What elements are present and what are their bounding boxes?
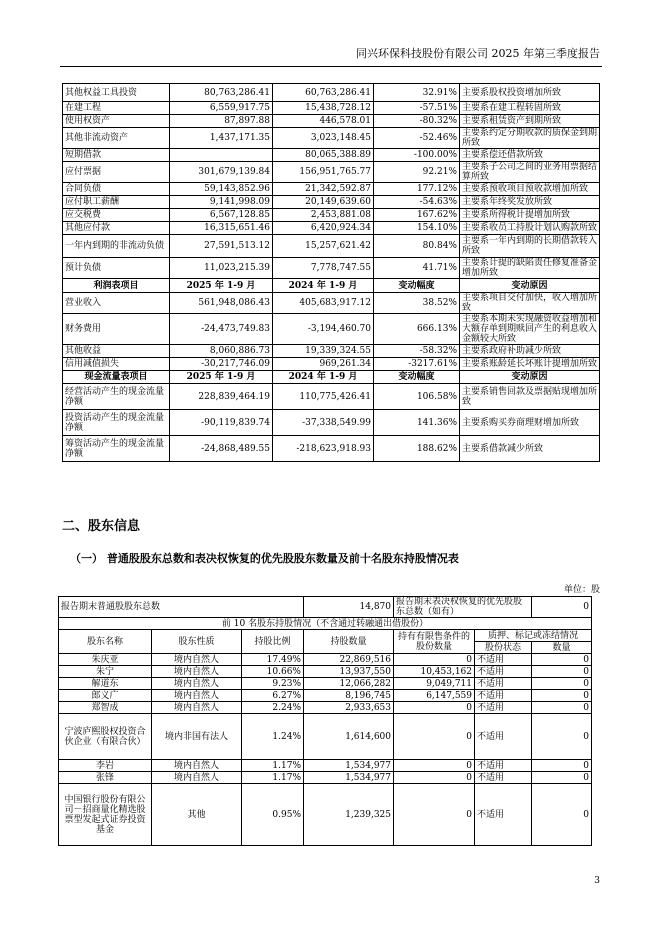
restricted-shares: 6,147,559 xyxy=(394,690,475,702)
previous-value: -3,194,460.70 xyxy=(273,314,374,345)
holding-ratio: 1.17% xyxy=(242,760,304,772)
subsection-title: （一） 普通股股东总数和表决权恢复的优先股股东数量及前十名股东持股情况表 xyxy=(70,552,459,565)
current-value: 9,141,998.09 xyxy=(170,196,273,209)
shareholder-row xyxy=(59,702,592,714)
change-reason: 主要系销售回款及票据贴现增加所致 xyxy=(460,384,600,410)
current-value: 228,839,464.19 xyxy=(170,384,273,410)
restricted-shares: 9,049,711 xyxy=(394,678,475,690)
previous-value: 15,438,728.12 xyxy=(273,102,374,115)
holding-ratio: 0.95% xyxy=(242,784,304,846)
change-reason: 主要系一年内到期的长期借款转入所致 xyxy=(460,235,600,258)
shareholder-row xyxy=(59,772,592,784)
shareholder-row xyxy=(59,714,592,760)
change-ratio: 177.12% xyxy=(374,183,460,196)
change-reason: 主要系借款减少所致 xyxy=(460,436,600,462)
change-reason: 变动原因 xyxy=(460,279,600,293)
table-row xyxy=(63,162,600,183)
share-status: 不适用 xyxy=(475,772,532,784)
table-row xyxy=(63,436,600,462)
current-value: 11,023,215.39 xyxy=(170,258,273,279)
header-divider xyxy=(60,66,602,67)
table-row xyxy=(63,84,600,102)
current-value: 59,143,852.96 xyxy=(170,183,273,196)
holding-quantity: 1,534,977 xyxy=(304,772,394,784)
previous-value: 60,763,286.41 xyxy=(273,84,374,102)
shareholder-name: 朱宁 xyxy=(59,666,152,678)
share-status: 不适用 xyxy=(475,678,532,690)
shareholder-name: 李岩 xyxy=(59,760,152,772)
current-value: 6,567,128.85 xyxy=(170,209,273,222)
shareholder-name: 宁波庐熙股权投资合伙企业（有限合伙） xyxy=(59,714,152,760)
table-row xyxy=(63,209,600,222)
table-row xyxy=(63,345,600,358)
change-ratio: -80.32% xyxy=(374,115,460,128)
change-ratio: -52.46% xyxy=(374,128,460,149)
shareholder-nature: 境内自然人 xyxy=(152,654,242,666)
change-reason: 主要系本期未实现融资收益增加和大额存单到期赎回产生的利息收入金额较大所致 xyxy=(460,314,600,345)
preferred-holders-value: 0 xyxy=(532,597,592,618)
current-value: -24,868,489.55 xyxy=(170,436,273,462)
change-ratio: 变动幅度 xyxy=(374,279,460,293)
share-status: 不适用 xyxy=(475,784,532,846)
holding-ratio: 2.24% xyxy=(242,702,304,714)
change-reason: 主要系预收项目预收款增加所致 xyxy=(460,183,600,196)
holding-ratio: 1.24% xyxy=(242,714,304,760)
col-header-restricted: 持有有限售条件的股份数量 xyxy=(394,630,475,654)
change-reason: 主要系政府补助减少所致 xyxy=(460,345,600,358)
share-status: 不适用 xyxy=(475,654,532,666)
total-holders-value: 14,870 xyxy=(304,597,394,618)
change-ratio: -57.51% xyxy=(374,102,460,115)
shareholder-row xyxy=(59,760,592,772)
change-ratio: -100.00% xyxy=(374,149,460,162)
table-row xyxy=(63,235,600,258)
shareholder-nature: 境内自然人 xyxy=(152,702,242,714)
holding-quantity: 22,869,516 xyxy=(304,654,394,666)
shareholder-row xyxy=(59,654,592,666)
change-reason: 主要系购买券商理财增加所致 xyxy=(460,410,600,436)
change-reason: 主要系子公司之间的业务用票据结算所致 xyxy=(460,162,600,183)
restricted-shares: 0 xyxy=(394,654,475,666)
change-reason: 变动原因 xyxy=(460,371,600,384)
current-value: 2025 年 1-9 月 xyxy=(170,279,273,293)
previous-value: 405,683,917.12 xyxy=(273,293,374,314)
change-ratio: 38.52% xyxy=(374,293,460,314)
pledge-count: 0 xyxy=(532,772,592,784)
holding-ratio: 17.49% xyxy=(242,654,304,666)
holding-ratio: 6.27% xyxy=(242,690,304,702)
item-name: 利润表项目 xyxy=(63,279,170,293)
previous-value: 446,578.01 xyxy=(273,115,374,128)
item-name: 其他非流动资产 xyxy=(63,128,170,149)
unit-label: 单位：股 xyxy=(563,585,600,595)
item-name: 应付票据 xyxy=(63,162,170,183)
change-ratio: 666.13% xyxy=(374,314,460,345)
current-value: 87,897.88 xyxy=(170,115,273,128)
holding-quantity: 1,614,600 xyxy=(304,714,394,760)
change-ratio: -54.63% xyxy=(374,196,460,209)
current-value: 561,948,086.43 xyxy=(170,293,273,314)
shareholder-nature: 境内自然人 xyxy=(152,772,242,784)
col-header-pledge: 质押、标记或冻结情况 xyxy=(475,630,592,642)
previous-value: 3,023,148.45 xyxy=(273,128,374,149)
current-value: -90,119,839.74 xyxy=(170,410,273,436)
page-number: 3 xyxy=(594,876,600,886)
previous-value: 15,257,621.42 xyxy=(273,235,374,258)
holding-ratio: 9.23% xyxy=(242,678,304,690)
change-reason: 主要系约定分期收款的质保金到期所致 xyxy=(460,128,600,149)
shareholder-table xyxy=(58,596,592,846)
shareholder-nature: 境内自然人 xyxy=(152,678,242,690)
share-status: 不适用 xyxy=(475,666,532,678)
table-row xyxy=(63,115,600,128)
shareholder-nature: 境内非国有法人 xyxy=(152,714,242,760)
previous-value: 2024 年 1-9 月 xyxy=(273,279,374,293)
holding-ratio: 1.17% xyxy=(242,772,304,784)
item-name: 现金流量表项目 xyxy=(63,371,170,384)
previous-value: -37,338,549.99 xyxy=(273,410,374,436)
shareholder-name: 张锋 xyxy=(59,772,152,784)
shareholder-nature: 其他 xyxy=(152,784,242,846)
item-name: 其他收益 xyxy=(63,345,170,358)
item-name: 短期借款 xyxy=(63,149,170,162)
previous-value: 19,339,324.55 xyxy=(273,345,374,358)
table-row xyxy=(63,410,600,436)
pledge-count: 0 xyxy=(532,666,592,678)
previous-value: 156,951,765.77 xyxy=(273,162,374,183)
change-reason: 主要系账龄延长坏账计提增加所致 xyxy=(460,358,600,371)
change-reason: 主要系收员工持股计划认购款所致 xyxy=(460,222,600,235)
table-row xyxy=(63,358,600,371)
table-row xyxy=(63,196,600,209)
holding-quantity: 12,066,282 xyxy=(304,678,394,690)
top10-title: 前 10 名股东持股情况（不含通过转融通出借股份） xyxy=(59,618,592,630)
current-value: 301,679,139.84 xyxy=(170,162,273,183)
item-name: 在建工程 xyxy=(63,102,170,115)
share-status: 不适用 xyxy=(475,702,532,714)
previous-value: -218,623,918.93 xyxy=(273,436,374,462)
holding-quantity: 2,933,653 xyxy=(304,702,394,714)
report-header: 同兴环保科技股份有限公司 2025 年第三季度报告 xyxy=(356,47,600,60)
change-ratio: 106.58% xyxy=(374,384,460,410)
current-value: -30,217,746.09 xyxy=(170,358,273,371)
current-value: 16,315,651.46 xyxy=(170,222,273,235)
change-reason: 主要系项目交付加快，收入增加所致 xyxy=(460,293,600,314)
current-value: 27,591,513.12 xyxy=(170,235,273,258)
current-value: 8,060,886.73 xyxy=(170,345,273,358)
change-ratio: 167.62% xyxy=(374,209,460,222)
table-header-row xyxy=(63,279,600,293)
col-header-name: 股东名称 xyxy=(59,630,152,654)
item-name: 其他权益工具投资 xyxy=(63,84,170,102)
shareholder-row xyxy=(59,678,592,690)
shareholder-row xyxy=(59,784,592,846)
item-name: 使用权资产 xyxy=(63,115,170,128)
share-status: 不适用 xyxy=(475,690,532,702)
change-reason: 主要系计提的缺陷责任修复准备金增加所致 xyxy=(460,258,600,279)
share-status: 不适用 xyxy=(475,760,532,772)
pledge-count: 0 xyxy=(532,678,592,690)
current-value: 1,437,171.35 xyxy=(170,128,273,149)
current-value: 80,763,286.41 xyxy=(170,84,273,102)
item-name: 营业收入 xyxy=(63,293,170,314)
shareholder-nature: 境内自然人 xyxy=(152,690,242,702)
item-name: 合同负债 xyxy=(63,183,170,196)
restricted-shares: 0 xyxy=(394,760,475,772)
restricted-shares: 0 xyxy=(394,784,475,846)
change-ratio: 92.21% xyxy=(374,162,460,183)
item-name: 财务费用 xyxy=(63,314,170,345)
shareholder-row xyxy=(59,690,592,702)
change-ratio: 188.62% xyxy=(374,436,460,462)
change-reason: 主要系在建工程转固所致 xyxy=(460,102,600,115)
shareholder-name: 郑智成 xyxy=(59,702,152,714)
table-row xyxy=(63,102,600,115)
current-value xyxy=(170,149,273,162)
previous-value: 21,342,592.87 xyxy=(273,183,374,196)
pledge-count: 0 xyxy=(532,784,592,846)
restricted-shares: 0 xyxy=(394,714,475,760)
change-ratio: 32.91% xyxy=(374,84,460,102)
previous-value: 969,261.34 xyxy=(273,358,374,371)
col-header-ratio: 持股比例 xyxy=(242,630,304,654)
change-reason: 主要系年终奖发放所致 xyxy=(460,196,600,209)
col-header-nature: 股东性质 xyxy=(152,630,242,654)
change-ratio: 141.36% xyxy=(374,410,460,436)
item-name: 信用减值损失 xyxy=(63,358,170,371)
col-header-qty: 持股数量 xyxy=(304,630,394,654)
col-header-count: 数量 xyxy=(532,642,592,654)
previous-value: 6,420,924.34 xyxy=(273,222,374,235)
table-row xyxy=(63,258,600,279)
table-row xyxy=(63,128,600,149)
shareholder-nature: 境内自然人 xyxy=(152,666,242,678)
holding-quantity: 1,239,325 xyxy=(304,784,394,846)
current-value: 2025 年 1-9 月 xyxy=(170,371,273,384)
change-ratio: 变动幅度 xyxy=(374,371,460,384)
share-status: 不适用 xyxy=(475,714,532,760)
change-reason: 主要系所得税计提增加所致 xyxy=(460,209,600,222)
pledge-count: 0 xyxy=(532,714,592,760)
change-reason: 主要系股权投资增加所致 xyxy=(460,84,600,102)
change-ratio: 80.84% xyxy=(374,235,460,258)
change-ratio: 41.71% xyxy=(374,258,460,279)
pledge-count: 0 xyxy=(532,702,592,714)
shareholder-name: 解道东 xyxy=(59,678,152,690)
current-value: -24,473,749.83 xyxy=(170,314,273,345)
table-header-row xyxy=(63,371,600,384)
previous-value: 2,453,881.08 xyxy=(273,209,374,222)
item-name: 筹资活动产生的现金流量净额 xyxy=(63,436,170,462)
table-row xyxy=(63,222,600,235)
item-name: 经营活动产生的现金流量净额 xyxy=(63,384,170,410)
previous-value: 80,065,388.89 xyxy=(273,149,374,162)
table-row xyxy=(63,149,600,162)
shareholder-name: 朱庆亚 xyxy=(59,654,152,666)
previous-value: 7,778,747.55 xyxy=(273,258,374,279)
change-reason: 主要系租赁资产到期所致 xyxy=(460,115,600,128)
previous-value: 110,775,426.41 xyxy=(273,384,374,410)
previous-value: 20,149,639.60 xyxy=(273,196,374,209)
table-row xyxy=(63,314,600,345)
restricted-shares: 0 xyxy=(394,772,475,784)
previous-value: 2024 年 1-9 月 xyxy=(273,371,374,384)
change-reason: 主要系偿还借款所致 xyxy=(460,149,600,162)
pledge-count: 0 xyxy=(532,654,592,666)
change-ratio: -58.32% xyxy=(374,345,460,358)
shareholder-nature: 境内自然人 xyxy=(152,760,242,772)
item-name: 应付职工薪酬 xyxy=(63,196,170,209)
shareholder-name: 郎义广 xyxy=(59,690,152,702)
financial-changes-table xyxy=(62,83,600,462)
change-ratio: -3217.61% xyxy=(374,358,460,371)
preferred-holders-label: 报告期末表决权恢复的优先股股东总数（如有） xyxy=(394,597,532,618)
pledge-count: 0 xyxy=(532,760,592,772)
restricted-shares: 10,453,162 xyxy=(394,666,475,678)
pledge-count: 0 xyxy=(532,690,592,702)
shareholder-name: 中国银行股份有限公司－招商量化精选股票型发起式证券投资基金 xyxy=(59,784,152,846)
table-row xyxy=(63,183,600,196)
item-name: 预计负债 xyxy=(63,258,170,279)
holding-quantity: 13,937,550 xyxy=(304,666,394,678)
holding-quantity: 1,534,977 xyxy=(304,760,394,772)
item-name: 投资活动产生的现金流量净额 xyxy=(63,410,170,436)
section-title: 二、股东信息 xyxy=(62,519,141,534)
shareholder-row xyxy=(59,666,592,678)
holding-quantity: 8,196,745 xyxy=(304,690,394,702)
restricted-shares: 0 xyxy=(394,702,475,714)
col-header-status: 股份状态 xyxy=(475,642,532,654)
table-row xyxy=(63,384,600,410)
table-row xyxy=(63,293,600,314)
item-name: 其他应付款 xyxy=(63,222,170,235)
item-name: 一年内到期的非流动负债 xyxy=(63,235,170,258)
change-ratio: 154.10% xyxy=(374,222,460,235)
current-value: 6,559,917.75 xyxy=(170,102,273,115)
total-holders-label: 报告期末普通股股东总数 xyxy=(59,597,304,618)
holding-ratio: 10.66% xyxy=(242,666,304,678)
item-name: 应交税费 xyxy=(63,209,170,222)
